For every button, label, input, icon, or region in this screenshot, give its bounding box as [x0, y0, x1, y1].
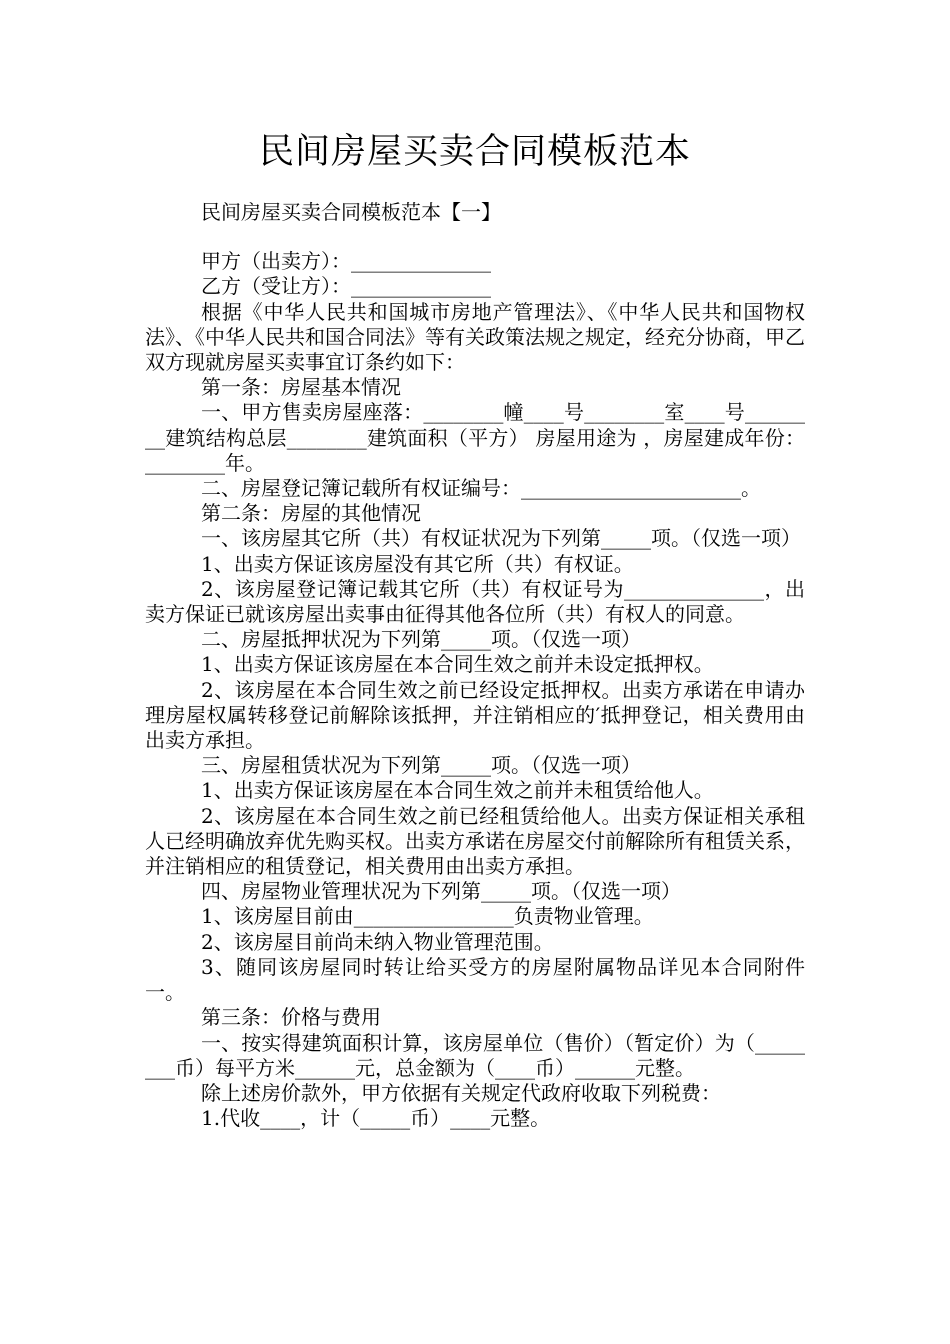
document-title: 民间房屋买卖合同模板范本	[258, 132, 691, 172]
clause-paragraph: 四、房屋物业管理状况为下列第_____项。（仅选一项）	[201, 879, 681, 904]
article-heading: 第一条：房屋基本情况	[201, 375, 401, 400]
party-b-line: 乙方（受让方）：______________	[201, 274, 491, 299]
clause-paragraph: 1、出卖方保证该房屋没有其它所（共）有权证。	[201, 551, 634, 576]
clause-paragraph: 3、随同该房屋同时转让给买受方的房屋附属物品详见本合同附件一。	[145, 954, 805, 1005]
clause-paragraph: 除上述房价款外，甲方依据有关规定代政府收取下列税费：	[201, 1080, 721, 1105]
clause-paragraph: 1.代收____，计（_____币）____元整。	[201, 1106, 551, 1131]
clause-paragraph: 二、房屋抵押状况为下列第_____项。（仅选一项）	[201, 627, 641, 652]
clause-paragraph: 一、按实得建筑面积计算，该房屋单位（售价）（暂定价）为（________币）每平方米______元，总金额为（____币）______元整。	[145, 1030, 805, 1080]
clause-paragraph: 1、该房屋目前由________________负责物业管理。	[201, 904, 654, 929]
article-heading: 第三条：价格与费用	[201, 1005, 381, 1030]
clause-paragraph: 一、甲方售卖房屋座落：________幢____号________室____号________建筑结构总层________建筑面积（平方） 房屋用途为 ，房屋建成年份：________年。	[145, 400, 805, 475]
article-heading: 第二条：房屋的其他情况	[201, 501, 421, 526]
preamble-paragraph: 根据《中华人民共和国城市房地产管理法》、《中华人民共和国物权法》、《中华人民共和国合同法》等有关政策法规之规定，经充分协商，甲乙双方现就房屋买卖事宜订条约如下：	[145, 299, 805, 375]
clause-paragraph: 一、该房屋其它所（共）有权证状况为下列第_____项。（仅选一项）	[201, 526, 801, 551]
clause-paragraph: 三、房屋租赁状况为下列第_____项。（仅选一项）	[201, 753, 641, 778]
clause-paragraph: 2、该房屋在本合同生效之前已经租赁给他人。出卖方保证相关承租人已经明确放弃优先购买权。出卖方承诺在房屋交付前解除所有租赁关系，并注销相应的租赁登记，相关费用由出卖方承担。	[145, 803, 805, 879]
document-body	[145, 200, 805, 1131]
clause-paragraph: 2、该房屋目前尚未纳入物业管理范围。	[201, 929, 554, 954]
clause-paragraph: 2、该房屋在本合同生效之前已经设定抵押权。出卖方承诺在申请办理房屋权属转移登记前解除该抵押，并注销相应的′抵押登记，相关费用由出卖方承担。	[145, 677, 805, 753]
section-heading: 民间房屋买卖合同模板范本【一】	[201, 200, 501, 224]
clause-paragraph: 二、房屋登记簿记载所有权证编号：______________________。	[201, 476, 761, 501]
clause-paragraph: 2、该房屋登记簿记载其它所（共）有权证号为______________，出卖方保证已就该房屋出卖事由征得其他各位所（共）有权人的同意。	[145, 576, 805, 627]
clause-paragraph: 1、出卖方保证该房屋在本合同生效之前并未租赁给他人。	[201, 778, 714, 803]
party-a-line: 甲方（出卖方）：______________	[201, 249, 491, 274]
clause-paragraph: 1、出卖方保证该房屋在本合同生效之前并未设定抵押权。	[201, 652, 714, 677]
